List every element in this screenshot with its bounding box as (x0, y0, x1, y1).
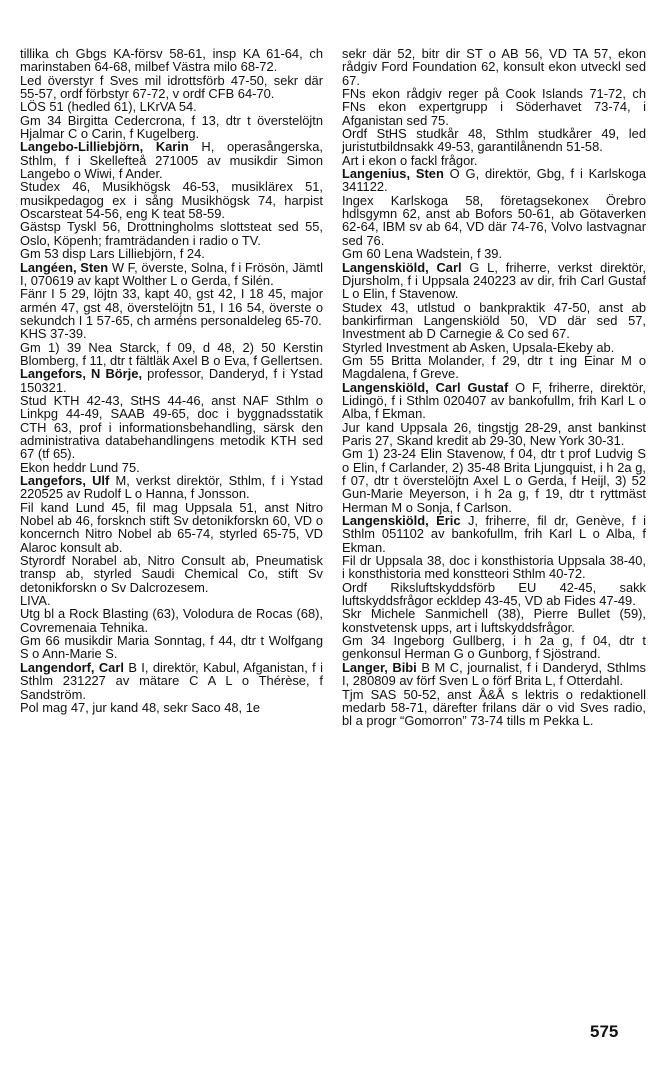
entry-name: Langenius, Sten (342, 166, 444, 182)
entry-paragraph (20, 261, 323, 288)
entry-text: Gm 1) 39 Nea Starck, f 09, d 48, 2) 50 Kerstin Blomberg, f 11, dtr t fältläk Axel B o Eva, f Gellertsen. (20, 339, 323, 368)
entry-paragraph (20, 661, 323, 701)
entry-text: Ingex Karlskoga 58, företagsekonex Örebro hdlsgymn 62, anst ab Bofors 50-61, ab Götaverken 62-64, IBM sv ab 64, VD där 74-76, Volvo lastvagnar sed 76. (342, 192, 646, 248)
entry-text: Ordf Riksluftskyddsförb EU 42-45, sakk luftskyddsfrågor eckldep 43-45, VD ab Fides 47-49. (342, 579, 646, 609)
entry-text: Studex 43, utlstud o bankpraktik 47-50, anst ab bankirfirman Langenskiöld 50, VD där sed 57, Investment ab D Carnegie & Co sed 67. (342, 299, 646, 342)
entry-text: professor, Danderyd, f i Ystad 150321. (20, 366, 323, 395)
entry-line (342, 421, 646, 448)
entry-line (342, 554, 646, 581)
entry-name: Langéen, Sten (20, 259, 109, 275)
entry-text: O G, direktör, Gbg, f i Karlskoga 341122. (342, 166, 646, 195)
entry-line (20, 607, 323, 634)
entry-text: Utg bl a Rock Blasting (63), Volodura de Rocas (68), Covremenaia Tehnika. (20, 606, 323, 635)
entry-line (342, 447, 646, 514)
entry-text: Gästsp Tyskl 56, Drottningholms slottsteat sed 55, Oslo, Köpenh; framträdanden i radio o TV. (20, 219, 323, 248)
entry-line (342, 127, 646, 154)
entry-line (20, 394, 323, 461)
right-column (342, 47, 646, 728)
entry-paragraph (342, 381, 646, 421)
entry-line (342, 354, 646, 381)
entry-paragraph (20, 367, 323, 394)
entry-line (342, 634, 646, 661)
entry-line (20, 501, 323, 554)
entry-text: Gm 55 Britta Molander, f 29, dtr t ing Einar M o Magdalena, f Greve. (342, 352, 646, 382)
entry-name: Langebo-Lilliebjörn, Karin (20, 139, 189, 155)
entry-text: Studex 46, Musikhögsk 46-53, musiklärex 51, musikpedagog ex i sång Musikhögsk 74, harpist Oscarsteat 54-56, eng K teat 58-59. (20, 179, 323, 222)
page-number: 575 (590, 1022, 619, 1041)
entry-line (20, 554, 323, 594)
entry-line (20, 634, 323, 661)
entry-paragraph (342, 261, 646, 301)
entry-text: Styrled Investment ab Asken, Upsala-Ekeby ab. (342, 339, 615, 355)
entry-name: Langefors, Ulf (20, 473, 110, 488)
entry-line (342, 301, 646, 341)
entry-text: Gm 34 Birgitta Cedercrona, f 13, dtr t överstelöjtn Hjalmar C o Carin, f Kugelberg. (20, 112, 323, 142)
entry-paragraph (20, 140, 323, 180)
entry-text: FNs ekon rådgiv reger på Cook Islands 71-72, ch FNs ekon expertgrupp i Söderhavet 73-74, i Afganistan sed 75. (342, 86, 646, 128)
entry-line (20, 47, 323, 74)
entry-paragraph (342, 514, 646, 554)
entry-text: Gm 1) 23-24 Elin Stavenow, f 04, dtr t prof Ludvig S o Elin, f Carlander, 2) 35-48 Brita Ljungquist, i h 2a g, f 07, dtr t överstelöjtn Axel L o Gerda, f Heijl, 3) 52 Gun-Marie Meyerson, i h 2a g, f 19, dtr t ryttmäst Herman M o Sonja, f Carlson. (342, 446, 646, 515)
entry-text: Fil dr Uppsala 38, doc i konsthistoria Uppsala 38-40, i konsthistoria med konstteori Sthlm 40-72. (342, 553, 646, 582)
entry-text: Skr Michele Sanmichell (38), Pierre Bullet (59), konstvetensk upps, art i luftskyddsfrågor. (342, 606, 646, 635)
entry-line (342, 154, 646, 167)
entry-text: Stud KTH 42-43, StHS 44-46, anst NAF Sthlm o Linkpg 44-49, SAAB 49-65, doc i byggnadsstatik CTH 63, prof i informationsbehandling, särsk den administrativa databehandlingens metodik KTH sed 67 (tf 65). (20, 392, 323, 462)
entry-line (20, 594, 323, 607)
entry-line (20, 100, 323, 113)
entry-paragraph (342, 167, 646, 194)
entry-name: Langenskiöld, Carl (342, 259, 462, 275)
entry-line (20, 220, 323, 247)
entry-line (342, 607, 646, 634)
entry-text: tillika ch Gbgs KA-försv 58-61, insp KA 61-64, ch marinstaben 64-68, milbef Västra milo 68-72. (20, 46, 323, 75)
entry-line (342, 688, 646, 728)
entry-text: Ekon heddr Lund 75. (20, 459, 140, 475)
entry-text: Gm 60 Lena Wadstein, f 39. (342, 246, 503, 262)
entry-name: Langefors, N Börje, (20, 366, 143, 382)
entry-text: Pol mag 47, jur kand 48, sekr Saco 48, 1e (20, 699, 261, 715)
entry-line (342, 47, 646, 87)
entry-text: Ordf StHS studkår 48, Sthlm studkårer 49, led juristutbildnsakk 49-53, garantilånendn 51-58. (342, 126, 646, 155)
entry-line (20, 114, 323, 141)
entry-line (342, 341, 646, 354)
entry-line (20, 327, 323, 340)
entry-text: LIVA. (20, 593, 51, 609)
entry-paragraph (20, 474, 323, 501)
entry-line (20, 341, 323, 368)
entry-text: KHS 37-39. (20, 326, 87, 342)
entry-line (20, 461, 323, 474)
entry-line (20, 74, 323, 101)
entry-line (342, 87, 646, 127)
entry-line (20, 247, 323, 260)
entry-text: Fil kand Lund 45, fil mag Uppsala 51, anst Nitro Nobel ab 46, forsknch stift Sv detonikforskn 60, VD o koncernch Nitro Nobel ab 65-74, styrled 65-75, VD Alaroc konsult ab. (20, 499, 323, 555)
entry-text: Jur kand Uppsala 26, tingstjg 28-29, anst bankinst Paris 27, Skand kredit ab 29-30, New York 30-31. (342, 419, 646, 448)
entry-text: B M C, journalist, f i Danderyd, Sthlms I, 280809 av förf Sven L o förf Brita L, f Otterdahl. (342, 659, 646, 689)
entry-name: Langenskiöld, Carl Gustaf (342, 379, 509, 395)
entry-text: H, operasångerska, Sthlm, f i Skellefteå 271005 av musikdir Simon Langebo o Wiwi, f Ander. (20, 139, 323, 182)
entry-text: M, verkst direktör, Sthlm, f i Ystad 220525 av Rudolf L o Hanna, f Jonsson. (20, 473, 323, 502)
entry-text: W F, överste, Solna, f i Frösön, Jämtl I, 070619 av kapt Wolther L o Gerda, f Silén. (20, 259, 323, 288)
entry-line (20, 180, 323, 220)
entry-text: Art i ekon o fackl frågor. (342, 152, 478, 168)
entry-text: Fänr I 5 29, löjtn 33, kapt 40, gst 42, I 18 45, major armén 47, gst 48, överstelöjtn 51, I 16 54, överste o sekundch I 1 57-65, ch arméns personaldeleg 65-70. (20, 286, 323, 328)
entry-line (342, 194, 646, 247)
entry-line (20, 287, 323, 327)
entry-text: B I, direktör, Kabul, Afganistan, f i Sthlm 231227 av mätare C A L o Thérèse, f Sandström. (20, 659, 323, 702)
entry-text: Led överstyr f Sves mil idrottsförb 47-50, sekr där 55-57, ordf förbstyr 67-72, v ordf CFB 64-70. (20, 72, 323, 102)
entry-text: LÖS 51 (hedled 61), LKrVA 54. (20, 99, 197, 115)
entry-line (20, 701, 323, 714)
entry-text: J, friherre, fil dr, Genève, f i Sthlm 051102 av bankofullm, frih Karl L o Alba, f Ekman. (342, 513, 646, 555)
entry-text: Gm 66 musikdir Maria Sonntag, f 44, dtr t Wolfgang S o Ann-Marie S. (20, 633, 323, 662)
entry-text: O F, friherre, direktör, Lidingö, f i Sthlm 020407 av bankofullm, frih Karl L o Alba, f Ekman. (342, 379, 646, 422)
entry-text: Styrordf Norabel ab, Nitro Consult ab, Pneumatisk transp ab, styrled Saudi Chemical Co, stift Sv detonikforskn o Sv Dalcrozesem. (20, 553, 323, 595)
entry-text: G L, friherre, verkst direktör, Djursholm, f i Uppsala 240223 av dir, frih Carl Gustaf L o Elin, f Stavenow. (342, 259, 646, 302)
entry-text: Gm 34 Ingeborg Gullberg, i h 2a g, f 04, dtr t genkonsul Herman G o Gunborg, f Sjöstrand. (342, 633, 646, 662)
entry-text: Tjm SAS 50-52, anst Å&Å s lektris o redaktionell medarb 58-71, därefter frilans där o vid Sves radio, bl a progr “Gomorron” 73-74 tills m Pekka L. (342, 686, 646, 729)
entry-name: Langendorf, Carl (20, 659, 124, 675)
entry-name: Langenskiöld, Eric (342, 513, 461, 529)
entry-line (342, 247, 646, 260)
entry-text: sekr där 52, bitr dir ST o AB 56, VD TA 57, ekon rådgiv Ford Foundation 62, konsult ekon utveckl sed 67. (342, 46, 646, 88)
entry-text: Gm 53 disp Lars Lilliebjörn, f 24. (20, 246, 205, 262)
entry-name: Langer, Bibi (342, 659, 417, 675)
entry-line (342, 581, 646, 608)
left-column (20, 47, 323, 714)
entry-paragraph (342, 661, 646, 688)
